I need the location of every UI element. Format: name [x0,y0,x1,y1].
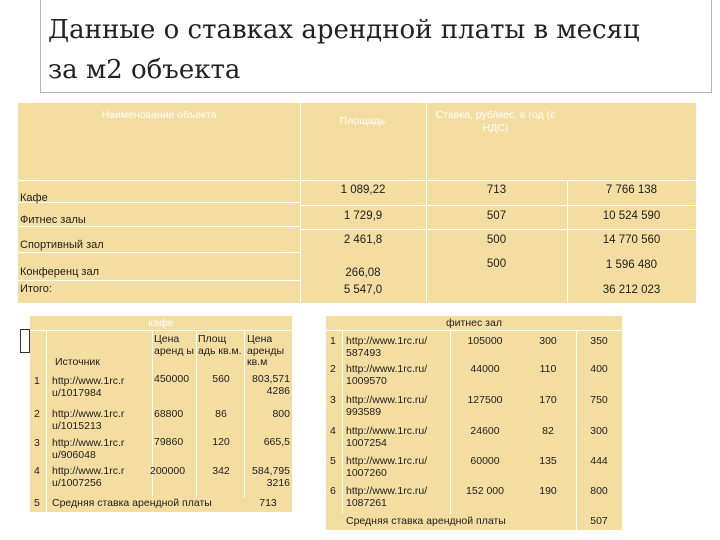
page-title [48,10,708,90]
fitness-row-number: 5 [330,455,336,467]
fitness-source-link[interactable]: http://www.1rc.ru/ 1007260 [346,455,428,479]
fitness-price: 60000 [470,455,500,467]
cafe-source-link[interactable]: http://www.1rc.r u/1007256 [52,465,125,489]
column-divider [342,330,343,514]
cafe-row-number: 3 [34,437,40,449]
cafe-rent: 803,571 4286 [252,373,290,397]
cafe-price: 200000 [150,465,186,477]
cafe-col-area: Площ адь кв.м. [198,333,242,357]
row-divider [300,205,696,206]
cafe-table-title: кафе [148,317,174,329]
grand-total: 36 212 023 [602,284,661,296]
cafe-rent: 584,795 3216 [252,465,290,489]
cafe-source-link[interactable]: http://www.1rc.r u/906048 [52,437,125,461]
frame-line-left [40,0,41,92]
title-line-1: Данные о ставках арендной платы в месяц [48,15,640,45]
cafe-price: 79860 [154,436,184,448]
total-fitness: 10 524 590 [602,210,661,222]
header-area: Площадь [339,115,386,127]
row-divider [18,252,300,253]
total-label: Итого: [20,283,52,295]
fitness-row-number: 4 [330,425,336,437]
row-divider [300,229,696,230]
fitness-area: 190 [539,485,557,497]
fitness-source-link[interactable]: http://www.1rc.ru/ 1009570 [346,363,428,387]
cafe-source-link[interactable]: http://www.1rc.r u/1015213 [52,408,125,432]
object-name-conference: Конференц зал [20,266,100,278]
fitness-average-value: 507 [590,515,608,527]
frame-line-bottom [40,92,712,93]
row-divider [18,280,300,281]
object-name-cafe: Кафе [20,192,48,204]
fitness-rent: 350 [590,335,608,347]
fitness-price: 24600 [470,425,500,437]
cafe-area: 86 [215,408,227,420]
area-sport: 2 461,8 [343,234,383,246]
cafe-rent: 800 [272,408,290,420]
cafe-col-source: Источник [55,356,100,368]
header-object-name: Наименование объекта [101,109,217,121]
fitness-source-link[interactable]: http://www.1rc.ru/ 993589 [346,394,428,418]
fitness-rent: 400 [590,363,608,375]
total-sport: 14 770 560 [602,234,661,246]
rate-conference: 500 [486,258,507,270]
row-divider [326,330,622,331]
cafe-area: 342 [212,465,230,477]
cafe-row-number: 2 [34,408,40,420]
fitness-rent: 800 [590,485,608,497]
cafe-price: 68800 [154,408,184,420]
fitness-rent-table [326,316,622,530]
fitness-row-number: 3 [330,394,336,406]
total-cafe: 7 766 138 [605,184,658,196]
row-divider [18,202,300,203]
fitness-area: 110 [539,363,557,375]
fitness-source-link[interactable]: http://www.1rc.ru/ 1007254 [346,425,428,449]
fitness-area: 135 [539,455,557,467]
cafe-source-link[interactable]: http://www.1rc.r u/1017984 [52,375,125,399]
column-divider [426,103,427,303]
rate-cafe: 713 [486,184,507,196]
column-divider [196,330,197,498]
cafe-rent-table [30,316,292,512]
fitness-average-label: Средняя ставка арендной платы [346,515,506,527]
cafe-col-price: Цена аренд ы [154,333,194,357]
rate-fitness: 507 [486,210,507,222]
row-divider [18,180,696,181]
cafe-row-number: 1 [34,375,40,387]
rent-summary-table [18,103,696,303]
fitness-price: 127500 [467,394,503,406]
fitness-row-number: 2 [330,363,336,375]
total-conference: 1 596 480 [605,259,658,271]
area-fitness: 1 729,9 [343,210,383,222]
header-rate: Ставка, руб/мес. в год (с НДС) [435,109,556,134]
fitness-price: 105000 [467,335,503,347]
fitness-table-title: фитнес зал [446,317,502,329]
fitness-area: 170 [539,394,557,406]
fitness-price: 152 000 [466,485,504,497]
fitness-rent: 444 [590,455,608,467]
fitness-row-number: 1 [330,335,336,347]
cafe-area: 120 [212,436,230,448]
fitness-rent: 300 [590,425,608,437]
cafe-row-number: 5 [34,497,40,509]
cafe-row-number: 4 [34,465,40,477]
object-name-sport: Спортивный зал [20,239,104,251]
area-cafe: 1 089,22 [340,184,386,196]
column-divider [46,330,47,512]
title-line-2: за м2 объекта [48,55,241,85]
cafe-area: 560 [212,373,230,385]
fitness-price: 44000 [470,363,500,375]
area-conference: 266,08 [345,267,381,279]
cafe-average-label: Средняя ставка арендной платы [52,497,212,509]
cafe-col-rent: Цена аренды кв.м [247,333,284,369]
object-name-fitness: Фитнес залы [20,214,86,226]
area-total: 5 547,0 [343,284,383,296]
cafe-price: 450000 [154,373,190,385]
fitness-rent: 750 [590,394,608,406]
fitness-row-number: 6 [330,485,336,497]
index-column-edge [20,329,30,353]
frame-line-right [711,0,712,92]
cafe-rent: 665,5 [263,436,290,448]
cafe-average-value: 713 [259,497,277,509]
row-divider [30,330,292,331]
fitness-source-link[interactable]: http://www.1rc.ru/ 1087261 [346,485,428,509]
rate-sport: 500 [486,234,507,246]
fitness-source-link[interactable]: http://www.1rc.ru/ 587493 [346,335,428,359]
fitness-area: 300 [539,335,557,347]
column-divider [244,330,245,498]
fitness-area: 82 [542,425,554,437]
